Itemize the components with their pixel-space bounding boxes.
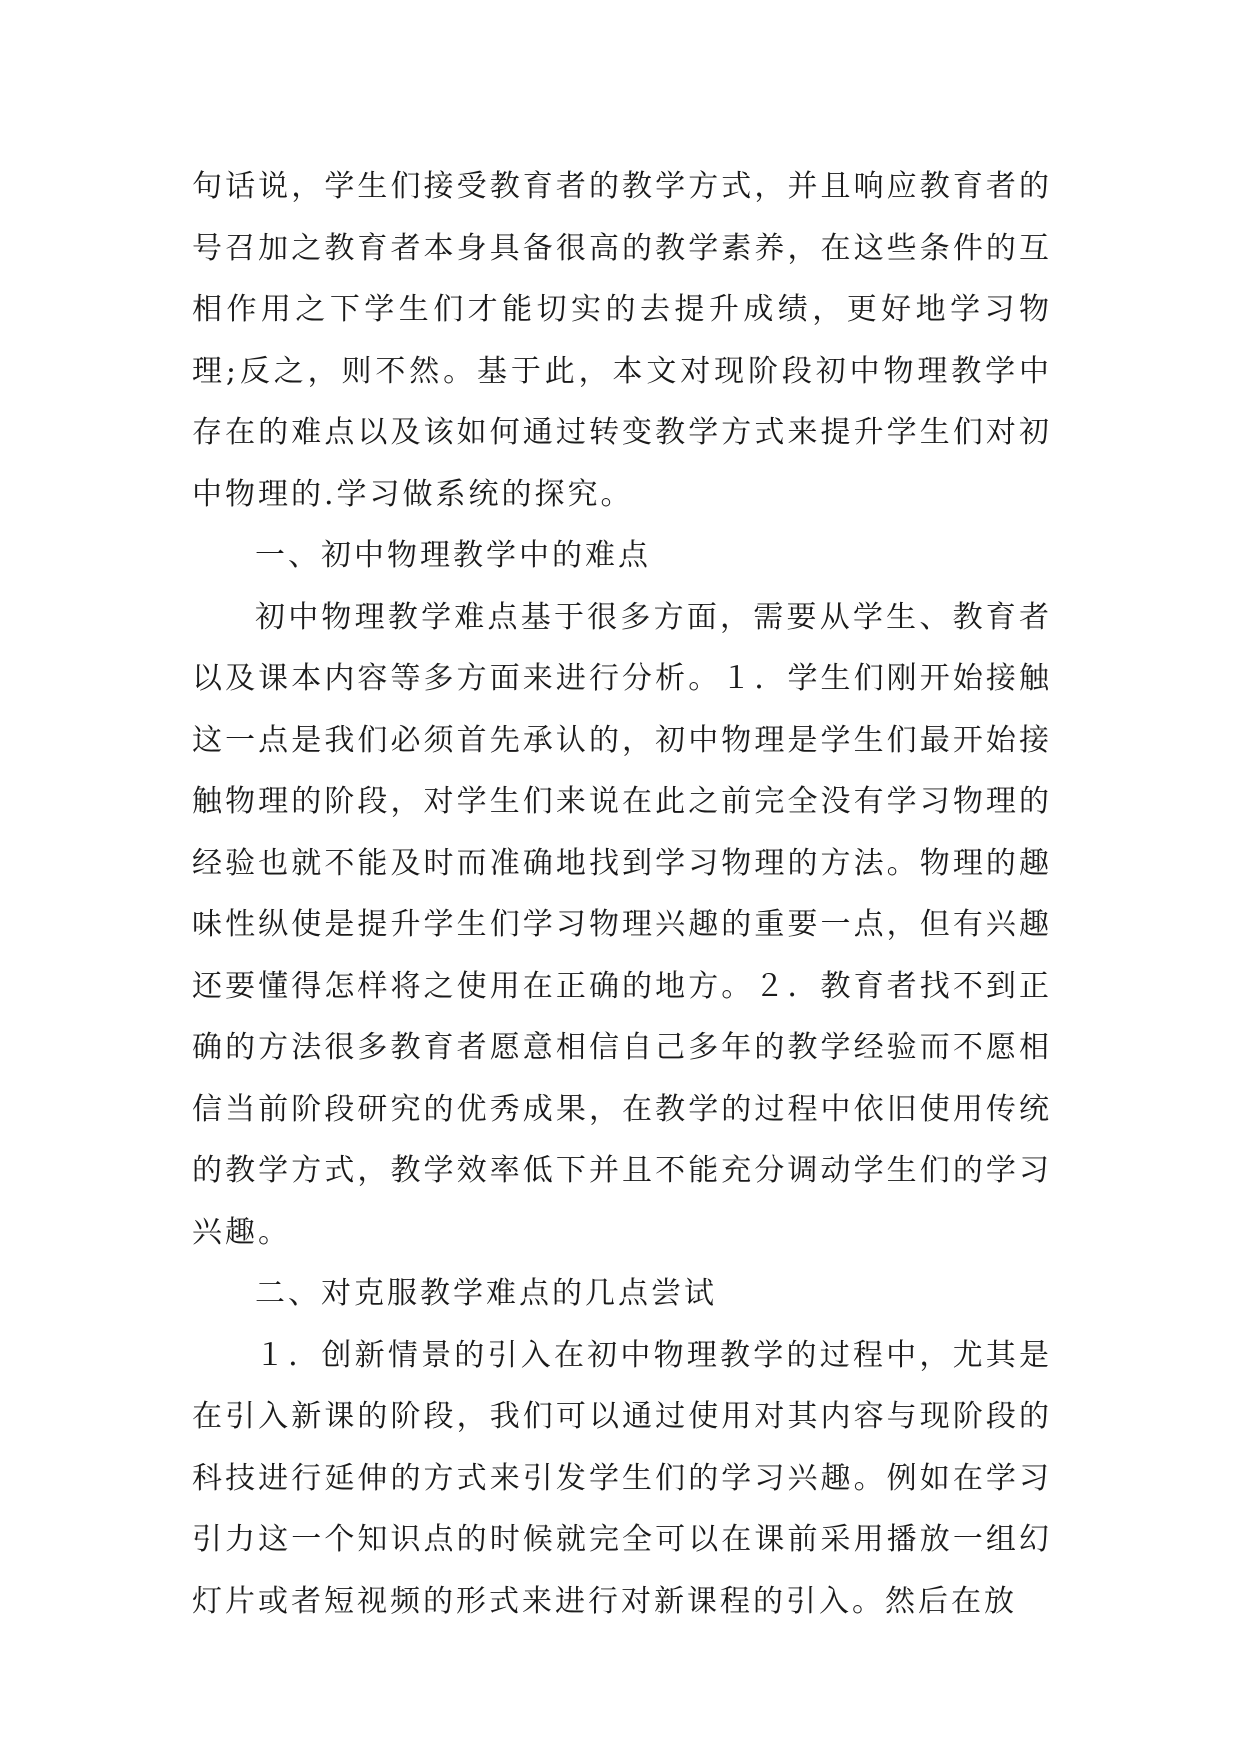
body-paragraph: 初中物理教学难点基于很多方面，需要从学生、教育者以及课本内容等多方面来进行分析。１．学生们刚开始接触这一点是我们必须首先承认的，初中物理是学生们最开始接触物理的阶段，对学生们来说在此之前完全没有学习物理的经验也就不能及时而准确地找到学习物理的方法。物理的趣味性纵使是提升学生们学习物理兴趣的重要一点，但有兴趣还要懂得怎样将之使用在正确的地方。２．教育者找不到正确的方法很多教育者愿意相信自己多年的教学经验而不愿相信当前阶段研究的优秀成果，在教学的过程中依旧使用传统的教学方式，教学效率低下并且不能充分调动学生们的学习兴趣。 [192, 599, 1052, 1250]
section-heading: 二、对克服教学难点的几点尝试 [255, 1276, 717, 1311]
document-body [192, 156, 1052, 1632]
body-paragraph: 句话说，学生们接受教育者的教学方式，并且响应教育者的号召加之教育者本身具备很高的教学素养，在这些条件的互相作用之下学生们才能切实的去提升成绩，更好地学习物理;反之，则不然。基于此，本文对现阶段初中物理教学中存在的难点以及该如何通过转变教学方式来提升学生们对初中物理的.学习做系统的探究。 [192, 169, 1052, 512]
section-heading: 一、初中物理教学中的难点 [255, 538, 651, 573]
body-paragraph: １．创新情景的引入在初中物理教学的过程中，尤其是在引入新课的阶段，我们可以通过使用对其内容与现阶段的科技进行延伸的方式来引发学生们的学习兴趣。例如在学习引力这一个知识点的时候就完全可以在课前采用播放一组幻灯片或者短视频的形式来进行对新课程的引入。然后在放 [192, 1337, 1052, 1619]
